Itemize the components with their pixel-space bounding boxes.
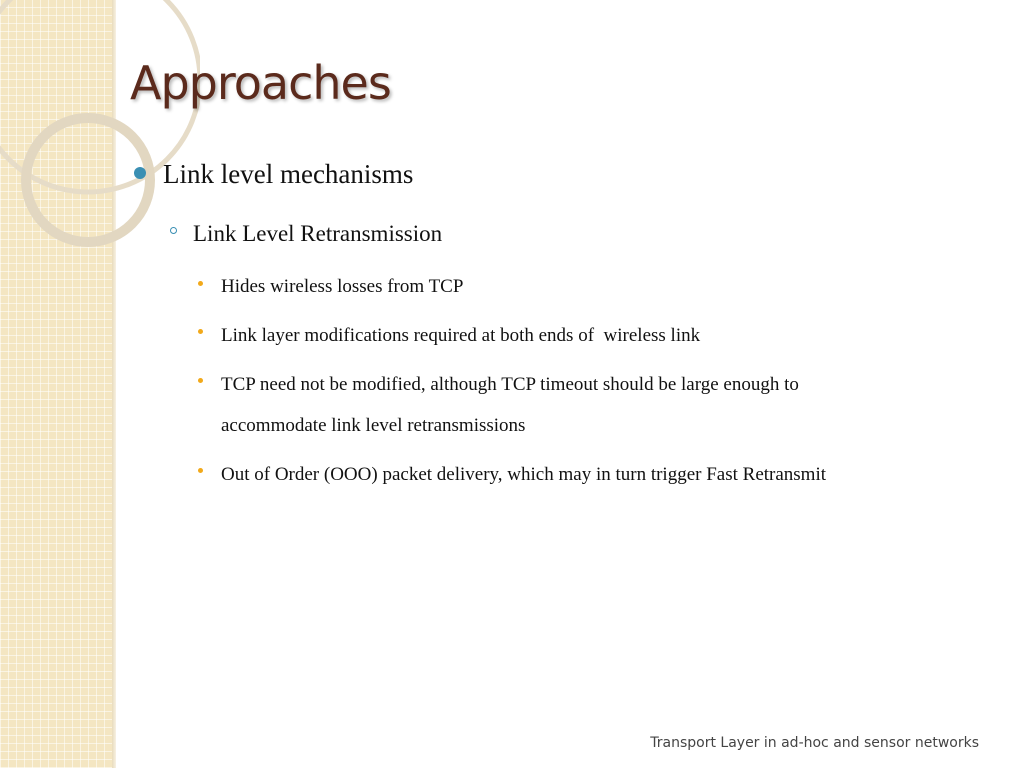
bullet-level3-text: TCP need not be modified, although TCP timeout should be large enough to — [221, 374, 799, 395]
bullet-level3-text: Link layer modifications required at both ends of wireless link — [221, 325, 701, 346]
slide-title: Approaches — [130, 56, 391, 110]
bullet-level1-text: Link level mechanisms — [163, 159, 414, 189]
bullet-level3-icon — [198, 468, 203, 473]
bullet-level3-icon — [198, 378, 203, 383]
bullet-level3-text-continued: accommodate link level retransmissions — [221, 415, 526, 436]
bullet-level3-icon — [198, 329, 203, 334]
bullet-level3-text: Hides wireless losses from TCP — [221, 276, 464, 297]
decorative-circles — [0, 0, 200, 260]
bullet-level3-text: Out of Order (OOO) packet delivery, which may in turn trigger Fast Retransmit — [221, 464, 827, 485]
slide-footer: Transport Layer in ad-hoc and sensor networks — [650, 735, 979, 751]
bullet-level2-text: Link Level Retransmission — [193, 221, 443, 246]
bullet-level2-icon — [170, 227, 177, 234]
decorative-circle-small — [26, 118, 150, 242]
bullet-level1-icon — [134, 167, 146, 179]
bullet-level3-icon — [198, 281, 203, 286]
